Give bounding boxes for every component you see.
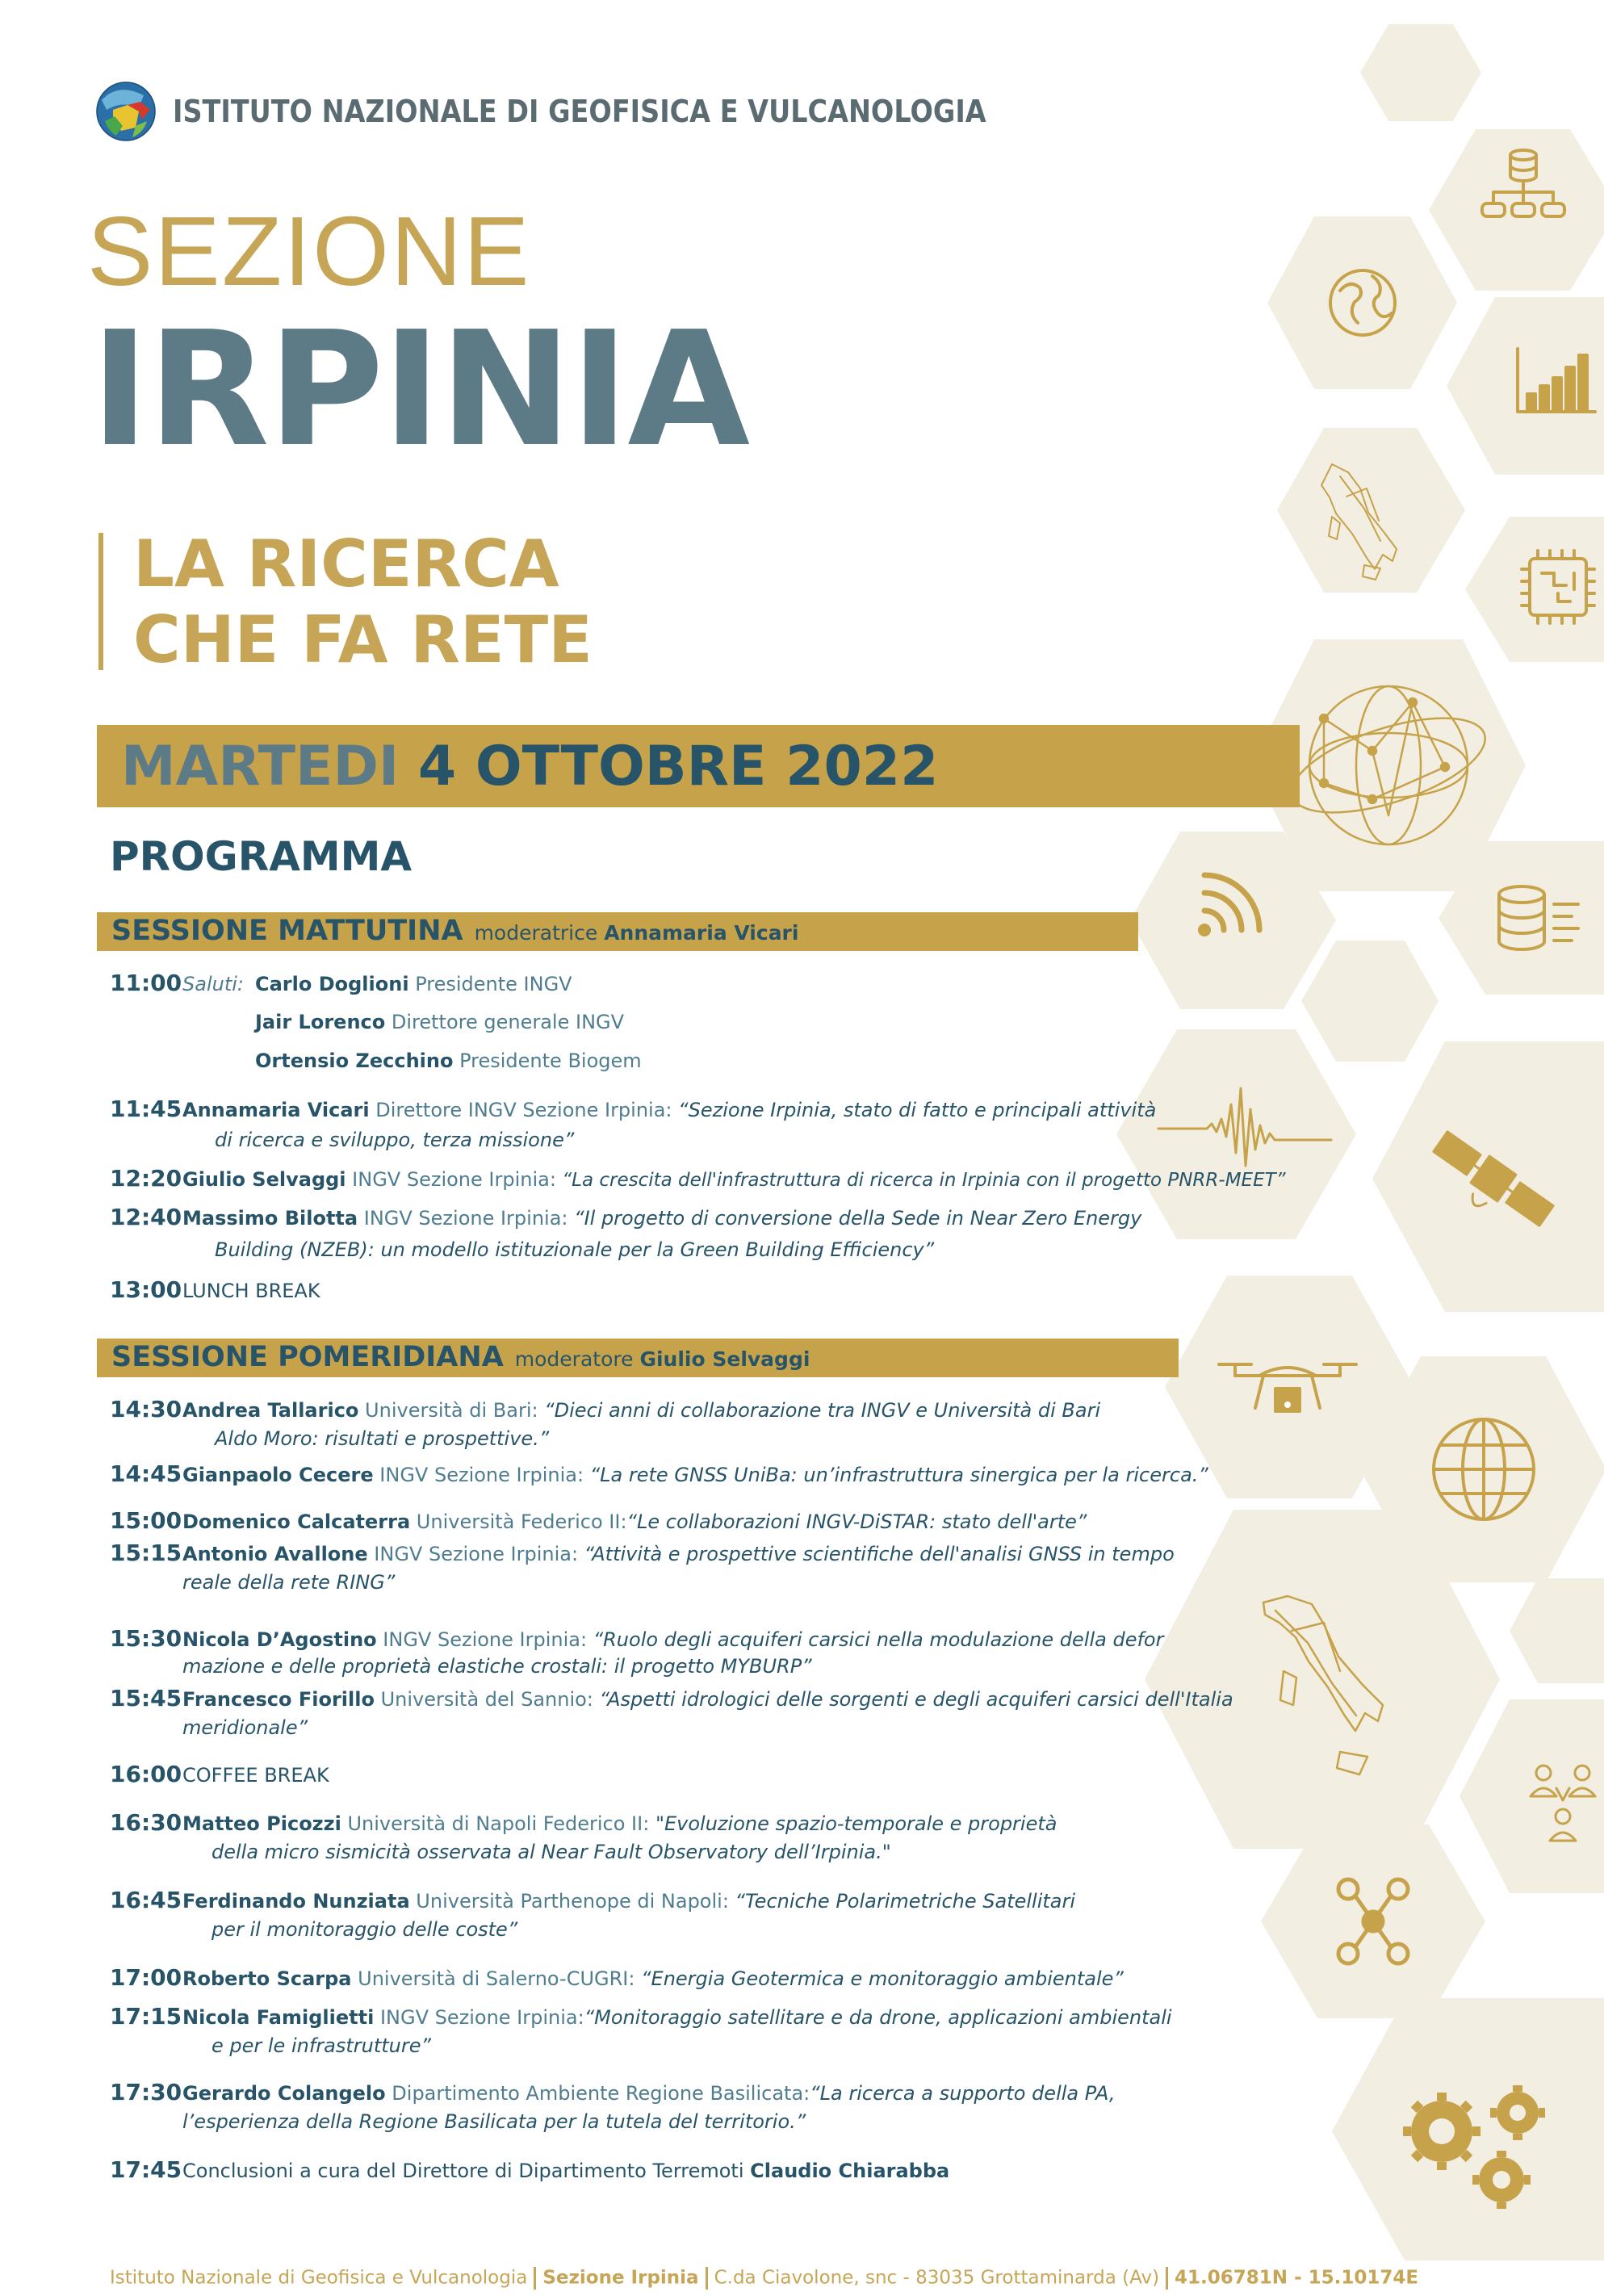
talk-title: “La ricerca a supporto della PA, — [810, 2082, 1116, 2105]
item-time: 11:45 — [110, 1096, 182, 1122]
session-morning-title — [111, 915, 798, 947]
speaker-affiliation: Università Federico II: — [416, 1510, 627, 1533]
speaker-name: Gerardo Colangelo — [182, 2082, 386, 2105]
break-label: COFFEE BREAK — [182, 1764, 329, 1787]
footer-section: Sezione Irpinia — [542, 2267, 699, 2289]
speaker-affiliation: Università di Napoli Federico II: — [347, 1812, 650, 1835]
talk-title-continued: meridionale” — [182, 1716, 308, 1739]
speaker-name: Domenico Calcaterra — [182, 1510, 411, 1533]
program-item — [110, 1886, 1075, 1916]
world-grid-icon — [1434, 1419, 1534, 1519]
session-title-text: SESSIONE MATTUTINA — [111, 915, 463, 947]
program-item — [110, 1624, 1163, 1654]
speaker-affiliation: INGV Sezione Irpinia: — [363, 1207, 568, 1230]
talk-title-continued: reale della rete RING” — [182, 1571, 396, 1594]
speaker-name: Annamaria Vicari — [182, 1099, 370, 1121]
item-time: 16:30 — [110, 1809, 182, 1836]
programma-heading: PROGRAMMA — [110, 833, 413, 880]
item-time: 15:30 — [110, 1625, 182, 1652]
footer-separator — [534, 2267, 536, 2290]
speaker-affiliation: INGV Sezione Irpinia: — [379, 2006, 584, 2029]
program-item — [110, 969, 572, 999]
event-weekday: MARTEDI — [121, 735, 400, 798]
talk-title: "Evoluzione spazio-temporale e proprietà — [655, 1812, 1057, 1835]
item-time: 16:00 — [110, 1761, 182, 1787]
footer-coordinates: 41.06781N - 15.10174E — [1175, 2267, 1419, 2289]
speaker-name: Gianpaolo Cecere — [182, 1464, 374, 1486]
speaker-affiliation: Direttore INGV Sezione Irpinia: — [375, 1099, 672, 1121]
footer-separator — [706, 2267, 708, 2290]
title-sezione: SEZIONE — [87, 196, 531, 306]
talk-title: “Tecniche Polarimetriche Satellitari — [735, 1890, 1076, 1913]
moderator-name: Giulio Selvaggi — [639, 1347, 810, 1371]
item-time: 17:30 — [110, 2079, 182, 2105]
institute-name: ISTITUTO NAZIONALE DI GEOFISICA E VULCANOLOGIA — [173, 94, 986, 129]
speaker-name: Nicola D’Agostino — [182, 1628, 377, 1651]
talk-title: “Energia Geotermica e monitoraggio ambientale” — [641, 1967, 1124, 1990]
speaker-name: Andrea Tallarico — [182, 1399, 359, 1422]
program-item — [110, 1506, 1087, 1536]
footer — [110, 2267, 1418, 2290]
speaker-name: Carlo Doglioni — [254, 973, 409, 995]
speaker-affiliation: Presidente INGV — [415, 973, 572, 995]
program-item — [110, 1963, 1124, 1993]
item-time: 12:40 — [110, 1204, 182, 1230]
item-time: 11:00 — [110, 970, 182, 996]
talk-title: “Il progetto di conversione della Sede in Near Zero Energy — [574, 1207, 1142, 1230]
program-item — [110, 1808, 1057, 1838]
program-item — [255, 1046, 642, 1075]
item-time: 15:00 — [110, 1507, 182, 1534]
program-item — [110, 1276, 320, 1305]
moderator-name: Annamaria Vicari — [604, 921, 799, 945]
item-time: 13:00 — [110, 1276, 182, 1303]
speaker-name: Giulio Selvaggi — [182, 1168, 346, 1191]
talk-title: “Le collaborazioni INGV-DiSTAR: stato dell'arte” — [626, 1510, 1087, 1533]
break-label: LUNCH BREAK — [182, 1280, 320, 1302]
header — [95, 81, 1097, 142]
speaker-affiliation: INGV Sezione Irpinia: — [352, 1168, 556, 1191]
event-day: 4 OTTOBRE 2022 — [417, 735, 939, 798]
talk-title: “Aspetti idrologici delle sorgenti e degli acquiferi carsici dell'Italia — [599, 1688, 1233, 1711]
talk-title-continued: Building (NZEB): un modello istituzionale per la Green Building Efficiency” — [215, 1238, 935, 1261]
talk-title-continued: di ricerca e sviluppo, terza missione” — [215, 1129, 575, 1151]
talk-title: “La rete GNSS UniBa: un’infrastruttura sinergica per la ricerca.” — [589, 1464, 1208, 1486]
speaker-affiliation: INGV Sezione Irpinia: — [374, 1543, 579, 1565]
program-item — [110, 1684, 1233, 1714]
speaker-affiliation: Università di Bari: — [365, 1399, 538, 1422]
item-time: 17:00 — [110, 1964, 182, 1991]
footer-address: C.da Ciavolone, snc - 83035 Grottaminarda (Av) — [714, 2267, 1160, 2289]
tagline-line-2: CHE FA RETE — [133, 602, 593, 677]
tagline-line-1: LA RICERCA — [133, 526, 559, 601]
speaker-name: Francesco Fiorillo — [182, 1688, 375, 1711]
program-item — [110, 1095, 1156, 1125]
program-item — [255, 1008, 624, 1037]
talk-title-continued: mazione e delle proprietà elastiche crostali: il progetto MYBURP” — [182, 1655, 812, 1678]
talk-title: “Ruolo degli acquiferi carsici nella modulazione della defor — [593, 1628, 1164, 1651]
footer-separator — [1166, 2267, 1168, 2290]
moderator-role: moderatore — [514, 1347, 634, 1371]
talk-title: “Dieci anni di collaborazione tra INGV e Università di Bari — [544, 1399, 1101, 1422]
speaker-affiliation: Università Parthenope di Napoli: — [416, 1890, 729, 1913]
item-time: 17:15 — [110, 2003, 182, 2030]
title-irpinia: IRPINIA — [90, 298, 749, 482]
talk-title: “Sezione Irpinia, stato di fatto e principali attività — [678, 1099, 1157, 1121]
program-item — [110, 1395, 1100, 1425]
item-time: 14:45 — [110, 1460, 182, 1487]
talk-title-continued: della micro sismicità osservata al Near Fault Observatory dell’Irpinia." — [211, 1841, 891, 1863]
speaker-name: Jair Lorenco — [255, 1011, 386, 1033]
footer-org: Istituto Nazionale di Geofisica e Vulcanologia — [110, 2267, 528, 2289]
globe-logo-icon — [95, 81, 157, 142]
item-salutation: Saluti: — [182, 973, 244, 995]
session-afternoon-banner — [97, 1339, 1179, 1377]
speaker-affiliation: INGV Sezione Irpinia: — [379, 1464, 584, 1486]
program-item — [110, 1203, 1141, 1233]
session-title-text: SESSIONE POMERIDIANA — [111, 1341, 504, 1373]
speaker-name: Claudio Chiarabba — [750, 2160, 950, 2182]
speaker-affiliation: Università di Salerno-CUGRI: — [358, 1967, 635, 1990]
item-time: 16:45 — [110, 1887, 182, 1913]
speaker-affiliation: INGV Sezione Irpinia: — [383, 1628, 588, 1651]
item-time: 17:45 — [110, 2156, 182, 2183]
talk-title: “Monitoraggio satellitare e da drone, applicazioni ambientali — [584, 2006, 1172, 2029]
speaker-name: Antonio Avallone — [182, 1543, 368, 1565]
item-time: 15:45 — [110, 1685, 182, 1712]
program-item — [110, 1460, 1208, 1489]
item-time: 12:20 — [110, 1165, 182, 1192]
program-item — [110, 2156, 949, 2185]
speaker-affiliation: Direttore generale INGV — [391, 1011, 625, 1033]
talk-title-continued: l’esperienza della Regione Basilicata per la tutela del territorio.” — [182, 2110, 806, 2133]
speaker-name: Roberto Scarpa — [182, 1967, 352, 1990]
session-afternoon-title — [111, 1341, 810, 1373]
program-item — [110, 1164, 1286, 1195]
talk-title: “La crescita dell'infrastruttura di ricerca in Irpinia con il progetto PNRR-MEET” — [555, 1170, 1286, 1191]
session-morning-banner — [97, 912, 1138, 951]
talk-title-continued: per il monitoraggio delle coste” — [211, 1918, 518, 1941]
talk-title: “Attività e prospettive scientifiche dell'analisi GNSS in tempo — [584, 1543, 1175, 1565]
moderator-role: moderatrice — [474, 921, 598, 945]
item-time: 14:30 — [110, 1396, 182, 1422]
tagline-bar — [98, 533, 103, 670]
program-item — [110, 2002, 1172, 2032]
program-item — [110, 1760, 329, 1790]
item-time: 15:15 — [110, 1540, 182, 1566]
talk-title-continued: e per le infrastrutture” — [211, 2034, 431, 2057]
event-date — [121, 733, 938, 801]
speaker-name: Ortensio Zecchino — [255, 1050, 454, 1072]
speaker-name: Matteo Picozzi — [182, 1812, 341, 1835]
tagline — [133, 526, 593, 678]
speaker-affiliation: Dipartimento Ambiente Regione Basilicata: — [392, 2082, 810, 2105]
speaker-name: Nicola Famiglietti — [182, 2006, 375, 2029]
talk-title-continued: Aldo Moro: risultati e prospettive.” — [215, 1427, 550, 1450]
speaker-affiliation: Presidente Biogem — [459, 1050, 642, 1072]
program-item — [110, 1539, 1175, 1569]
program-item — [110, 2078, 1116, 2108]
speaker-name: Ferdinando Nunziata — [182, 1890, 410, 1913]
closing-label: Conclusioni a cura del Direttore di Dipartimento Terremoti — [182, 2160, 744, 2182]
speaker-affiliation: Università del Sannio: — [380, 1688, 593, 1711]
speaker-name: Massimo Bilotta — [182, 1207, 358, 1230]
